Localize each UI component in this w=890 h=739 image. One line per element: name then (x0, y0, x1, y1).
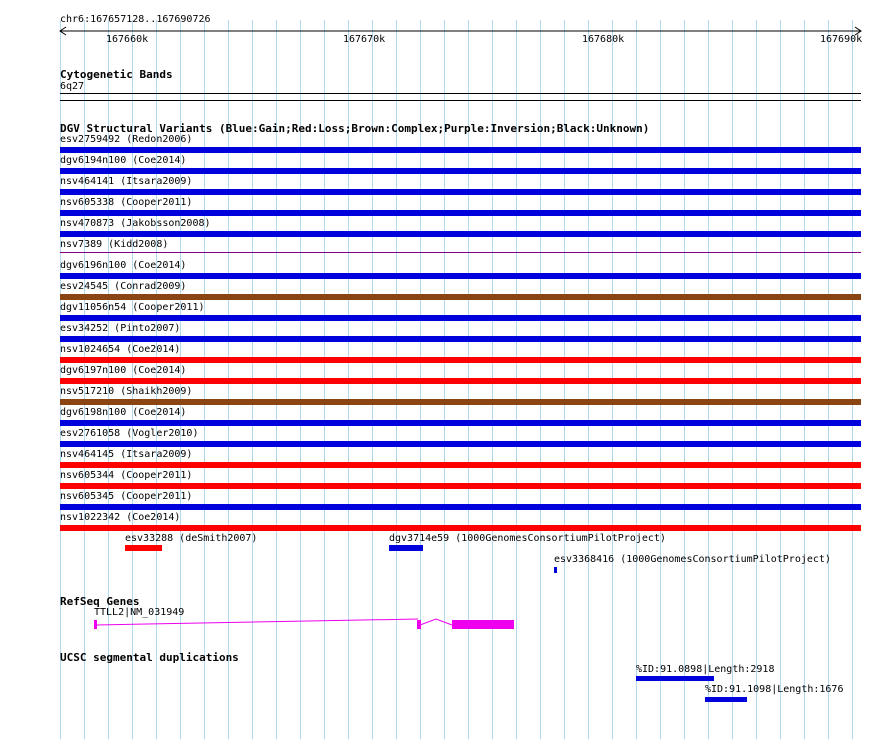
ruler-tick-label: 167660k (106, 34, 149, 45)
ruler-position: chr6:167657128..167690726 (60, 14, 211, 25)
dgv-variant-bar[interactable] (60, 210, 861, 216)
dgv-variant-bar[interactable] (60, 357, 861, 363)
dgv-variant-label: dgv11056n54 (Cooper2011) (60, 302, 205, 313)
dgv-variant-label: esv24545 (Conrad2009) (60, 281, 187, 292)
dgv-variant-bar[interactable] (60, 189, 861, 195)
cytoband-label: 6q27 (60, 81, 85, 92)
segdup-bar[interactable] (705, 697, 747, 702)
dgv-variant-label: nsv470873 (Jakobsson2008) (60, 218, 211, 229)
dgv-variant-bar[interactable] (60, 294, 861, 300)
dgv-variant-bar[interactable] (60, 315, 861, 321)
refseq-gene-ttll2[interactable] (0, 615, 890, 635)
refseq-gene-label: TTLL2|NM_031949 (94, 607, 185, 618)
dgv-variant-bar[interactable] (60, 378, 861, 384)
dgv-variant-label: nsv1022342 (Coe2014) (60, 512, 181, 523)
cytoband-top-line (60, 93, 861, 94)
dgv-variant-label: dgv6198n100 (Coe2014) (60, 407, 187, 418)
refseq-track-title[interactable]: RefSeq Genes (60, 595, 140, 608)
dgv-variant-bar[interactable] (60, 399, 861, 405)
dgv-variant-bar[interactable] (60, 336, 861, 342)
dgv-variant-label: nsv517210 (Shaikh2009) (60, 386, 193, 397)
segdup-label: %ID:91.0898|Length:2918 (636, 664, 775, 675)
ruler-tick-label: 167680k (582, 34, 625, 45)
dgv-variant-label: dgv6197n100 (Coe2014) (60, 365, 187, 376)
dgv-variant-label: nsv1024654 (Coe2014) (60, 344, 181, 355)
dgv-variant-bar[interactable] (60, 483, 861, 489)
dgv-variant-label: nsv7389 (Kidd2008) (60, 239, 169, 250)
dgv-variant-label: nsv464145 (Itsara2009) (60, 449, 193, 460)
dgv-variant-label: dgv6194n100 (Coe2014) (60, 155, 187, 166)
dgv-variant-bar[interactable] (60, 504, 861, 510)
dgv-variant-label: nsv605345 (Cooper2011) (60, 491, 193, 502)
dgv-variant-bar[interactable] (125, 545, 162, 551)
dgv-variant-label: nsv605344 (Cooper2011) (60, 470, 193, 481)
cytoband-bottom-line (60, 100, 861, 101)
dgv-variant-bar[interactable] (60, 147, 861, 153)
dgv-variant-bar[interactable] (60, 420, 861, 426)
dgv-variant-bar[interactable] (389, 545, 423, 551)
dgv-variant-label: dgv3714e59 (1000GenomesConsortiumPilotProject) (389, 533, 666, 544)
dgv-variant-bar[interactable] (60, 231, 861, 237)
segdup-track-title[interactable]: UCSC segmental duplications (60, 651, 239, 664)
dgv-variant-label: nsv605338 (Cooper2011) (60, 197, 193, 208)
dgv-track-title[interactable]: DGV Structural Variants (Blue:Gain;Red:Loss;Brown:Complex;Purple:Inversion;Black:Unknown) (60, 122, 650, 135)
ruler-tick-label: 167670k (343, 34, 386, 45)
dgv-variant-label: esv2761058 (Vogler2010) (60, 428, 199, 439)
cytoband-track-title[interactable]: Cytogenetic Bands (60, 68, 173, 81)
dgv-variant-bar[interactable] (60, 525, 861, 531)
dgv-variant-bar[interactable] (554, 567, 557, 573)
dgv-variant-bar[interactable] (60, 441, 861, 447)
dgv-variant-label: esv2759492 (Redon2006) (60, 134, 193, 145)
dgv-variant-label: esv34252 (Pinto2007) (60, 323, 181, 334)
dgv-variant-bar[interactable] (60, 462, 861, 468)
segdup-bar[interactable] (636, 676, 714, 681)
dgv-variant-bar[interactable] (60, 168, 861, 174)
dgv-variant-label: dgv6196n100 (Coe2014) (60, 260, 187, 271)
segdup-label: %ID:91.1098|Length:1676 (705, 684, 844, 695)
dgv-variant-bar[interactable] (60, 273, 861, 279)
dgv-variant-bar[interactable] (60, 252, 861, 253)
dgv-variant-label: nsv464141 (Itsara2009) (60, 176, 193, 187)
dgv-variant-label: esv3368416 (1000GenomesConsortiumPilotProject) (554, 554, 831, 565)
dgv-variant-label: esv33288 (deSmith2007) (125, 533, 258, 544)
ruler-tick-label: 167690k (820, 34, 863, 45)
